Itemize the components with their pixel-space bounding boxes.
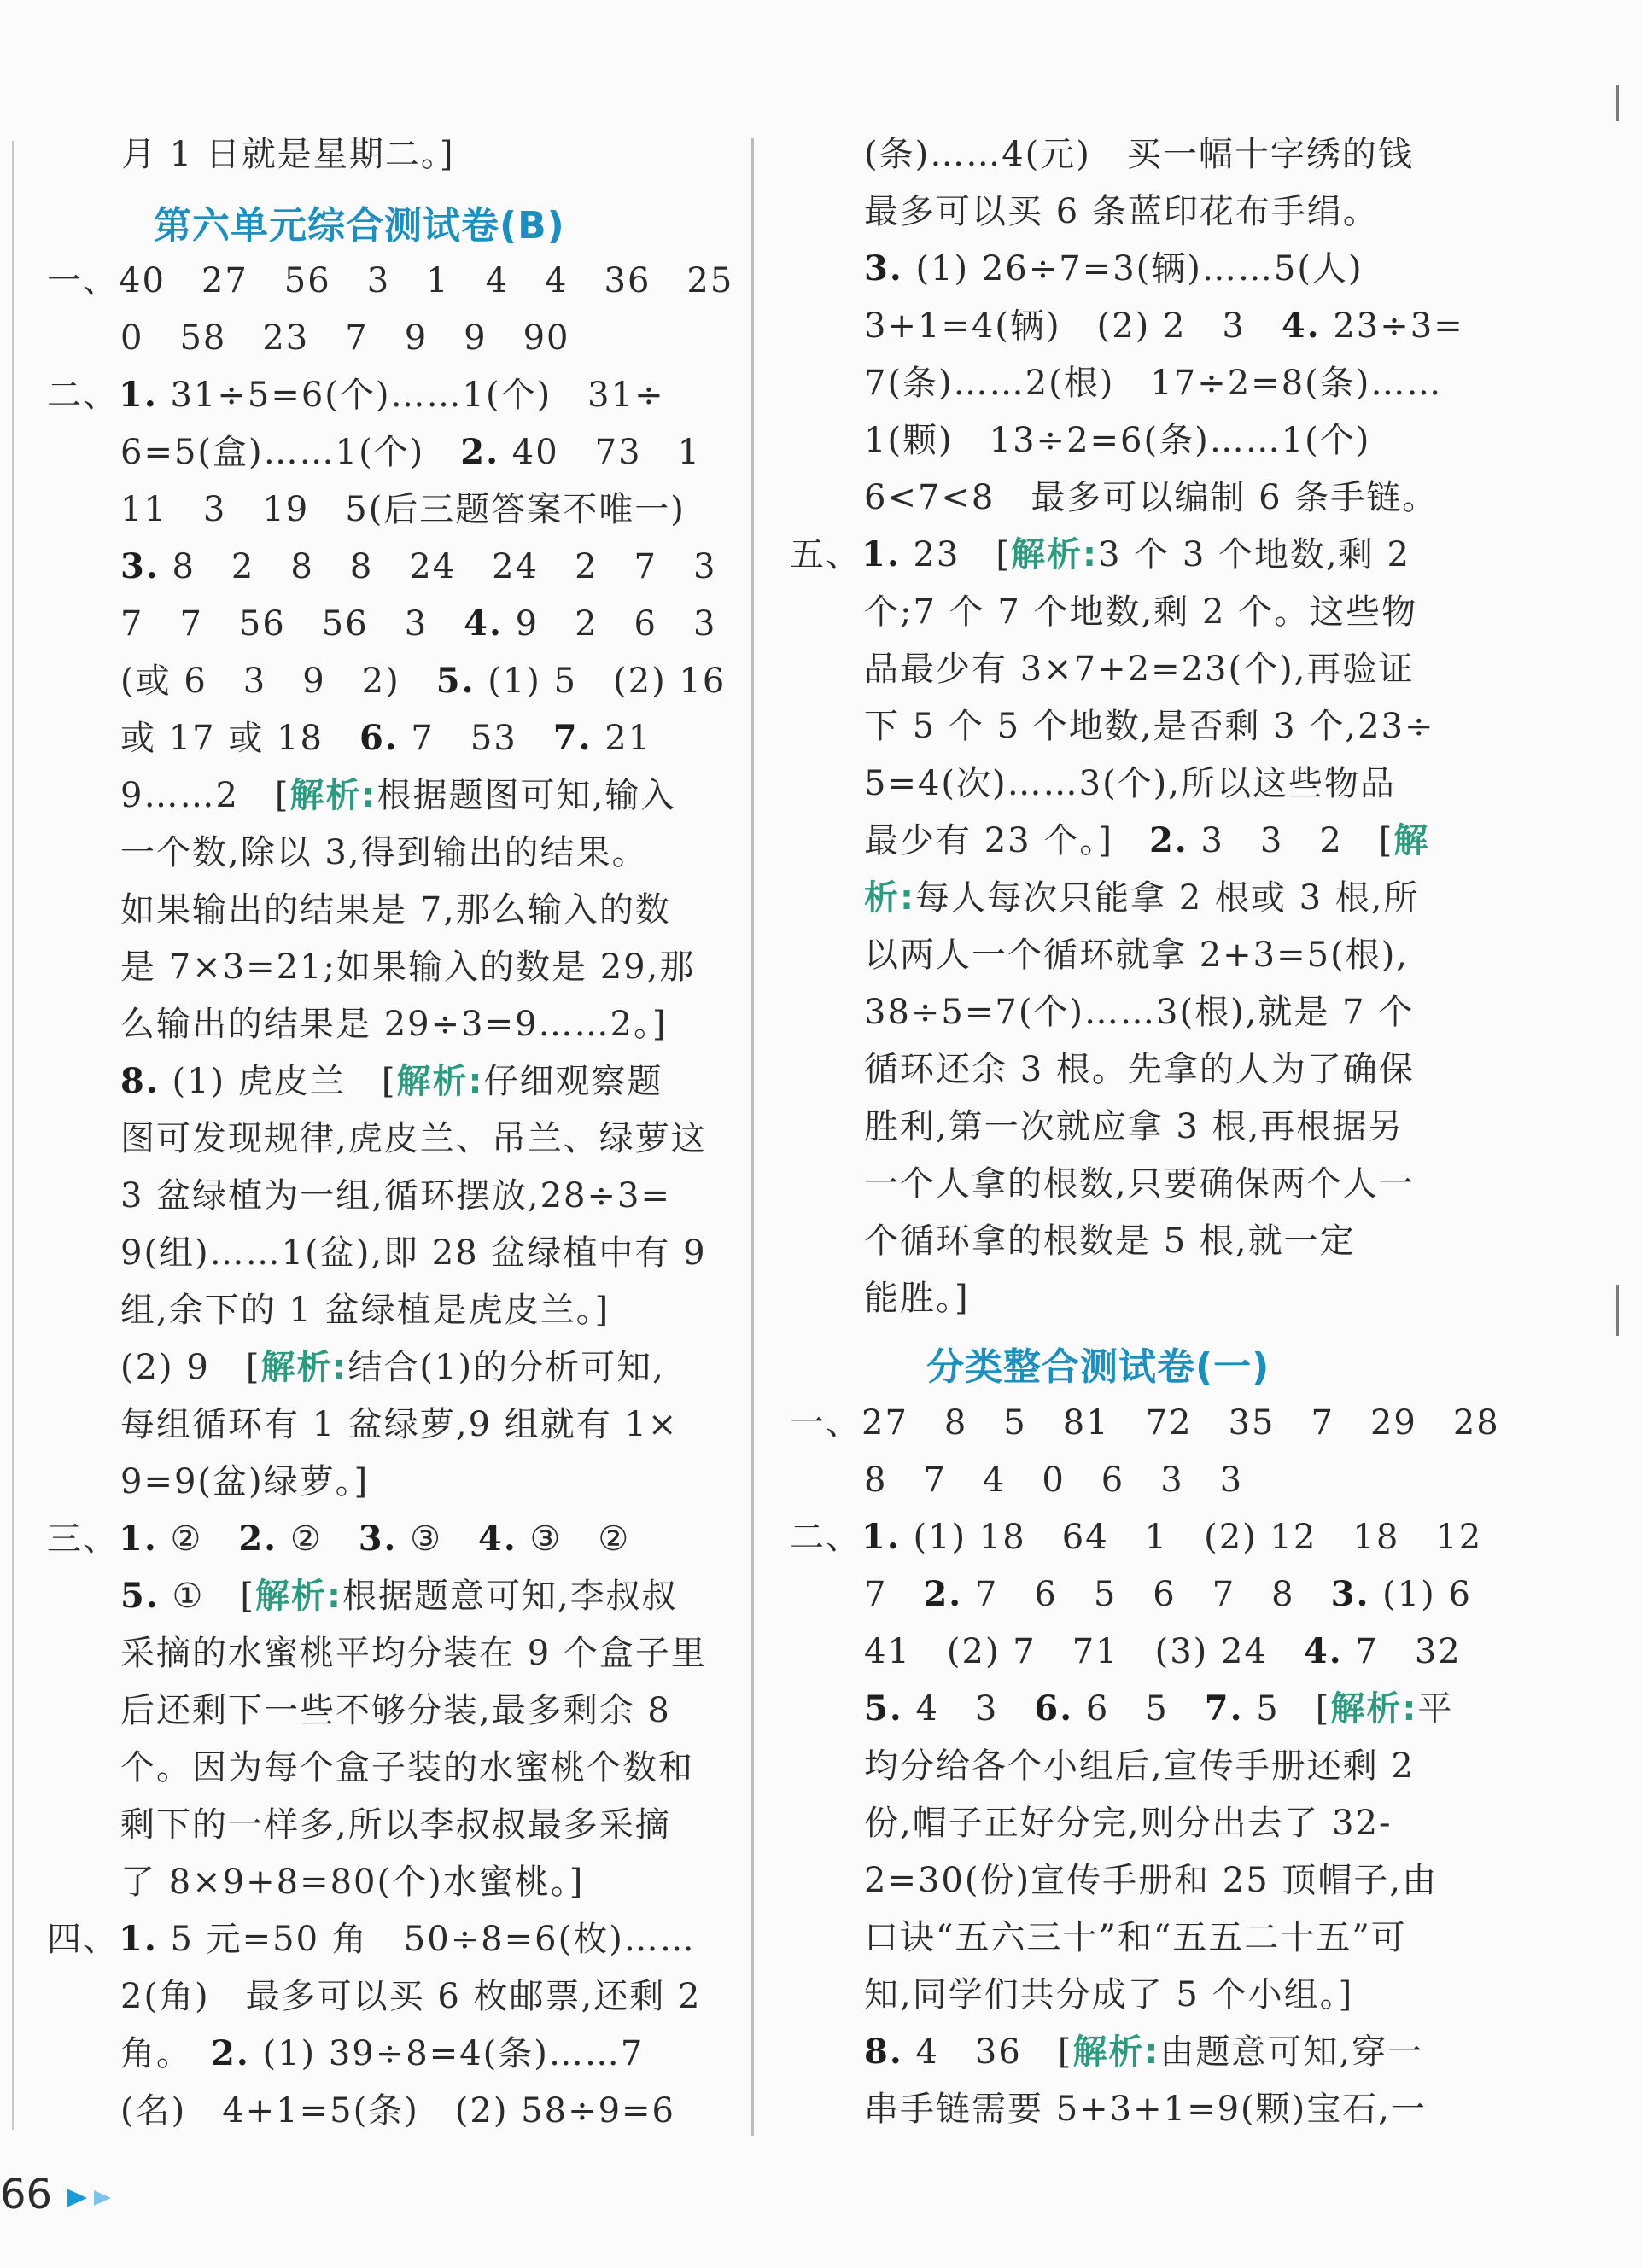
text-line: 7(条)……2(根) 17÷2=8(条)…… (864, 364, 1443, 403)
text-line: 四、1. 5 元=50 角 50÷8=6(枚)…… (47, 1919, 696, 1959)
text-line: 么输出的结果是 29÷3=9……2。] (120, 1005, 668, 1044)
jiexi-label: 解析: (260, 1348, 348, 1387)
text-line: 或 17 或 18 6. 7 53 7. 21 (120, 718, 652, 758)
jiexi-label: 解析: (396, 1062, 484, 1101)
column-divider (751, 138, 754, 2136)
text-line: 串手链需要 5+3+1=9(颗)宝石,一 (864, 2090, 1427, 2129)
text-line: 二、1. 31÷5=6(个)……1(个) 31÷ (47, 375, 665, 415)
text-line: (条)……4(元) 买一幅十字绣的钱 (864, 135, 1414, 174)
jiexi-label: 解析: (1072, 2032, 1160, 2072)
text-line: 一、40 27 56 3 1 4 4 36 25 (47, 261, 734, 300)
text-line: 9……2 [解析:根据题图可知,输入 (120, 776, 677, 815)
text-line: 2=30(份)宣传手册和 25 顶帽子,由 (864, 1861, 1439, 1900)
text-line: 剩下的一样多,所以李叔叔最多采摘 (120, 1805, 671, 1845)
text-line: 个;7 个 7 个地数,剩 2 个。这些物 (864, 592, 1418, 632)
text-line: 8 7 4 0 6 3 3 (864, 1460, 1244, 1500)
text-line: 下 5 个 5 个地数,是否剩 3 个,23÷ (864, 707, 1435, 746)
text-line: 3. (1) 26÷7=3(辆)……5(人) (864, 248, 1364, 289)
edge-mark (1616, 1285, 1619, 1336)
text-line: 份,帽子正好分完,则分出去了 32- (864, 1804, 1393, 1843)
text-line: 口诀“五六三十”和“五五二十五”可 (864, 1918, 1407, 1957)
jiexi-label: 解 (1393, 821, 1430, 860)
text-line: 均分给各个小组后,宣传手册还剩 2 (864, 1746, 1415, 1786)
text-line: 11 3 19 5(后三题答案不唯一) (120, 490, 686, 529)
text-line: 胜利,第一次就应拿 3 根,再根据另 (864, 1107, 1404, 1146)
text-line: 三、1. ② 2. ② 3. ③ 4. ③ ② (47, 1519, 631, 1559)
text-line: (或 6 3 9 2) 5. (1) 5 (2) 16 (120, 661, 727, 701)
text-line: 5. ① [解析:根据题意可知,李叔叔 (120, 1576, 678, 1616)
page-number: 66 (0, 2171, 53, 2218)
double-arrow-icon (65, 2185, 125, 2211)
text-line: 3+1=4(辆) (2) 2 3 4. 23÷3= (864, 306, 1464, 346)
text-line: 品最少有 3×7+2=23(个),再验证 (864, 650, 1415, 689)
jiexi-label: 解析: (254, 1577, 342, 1616)
text-line: 2(角) 最多可以买 6 枚邮票,还剩 2 (120, 1977, 702, 2016)
text-line: 个。因为每个盒子装的水蜜桃个数和 (120, 1748, 694, 1787)
text-line: 41 (2) 7 71 (3) 24 4. 7 32 (864, 1631, 1462, 1671)
text-line: 能胜。] (864, 1279, 970, 1318)
jiexi-label: 解析: (1010, 535, 1098, 574)
edge-mark (1616, 85, 1619, 121)
text-line: 月 1 日就是星期二。] (121, 135, 455, 174)
text-line: 38÷5=7(个)……3(根),就是 7 个 (864, 993, 1415, 1032)
text-line: 个循环拿的根数是 5 根,就一定 (864, 1221, 1356, 1261)
text-line: 循环还余 3 根。先拿的人为了确保 (864, 1050, 1415, 1089)
jiexi-label: 析: (864, 878, 915, 918)
text-line: 最少有 23 个。] 2. 3 3 2 [解 (864, 820, 1430, 860)
text-line: 一个数,除以 3,得到输出的结果。 (120, 833, 648, 872)
text-line: 了 8×9+8=80(个)水蜜桃。] (120, 1863, 585, 1902)
text-line: 知,同学们共分成了 5 个小组。] (864, 1975, 1354, 2014)
text-line: 图可发现规律,虎皮兰、吊兰、绿萝这 (120, 1119, 707, 1158)
text-line: 9(组)……1(盆),即 28 盆绿植中有 9 (120, 1233, 707, 1273)
text-line: 是 7×3=21;如果输入的数是 29,那 (120, 947, 696, 987)
text-line: 3. 8 2 8 8 24 24 2 7 3 (120, 546, 717, 586)
text-line: 以两人一个循环就拿 2+3=5(根), (864, 936, 1410, 975)
text-line: 如果输出的结果是 7,那么输入的数 (120, 890, 671, 930)
text-line: (名) 4+1=5(条) (2) 58÷9=6 (120, 2091, 676, 2131)
text-line: 角。 2. (1) 39÷8=4(条)……7 (120, 2033, 645, 2073)
text-line: 最多可以买 6 条蓝印花布手绢。 (864, 192, 1379, 231)
text-line: 采摘的水蜜桃平均分装在 9 个盒子里 (120, 1634, 707, 1673)
text-line: 5. 4 3 6. 6 5 7. 5 [解析:平 (864, 1688, 1454, 1729)
text-line: 8. (1) 虎皮兰 [解析:仔细观察题 (120, 1061, 663, 1101)
text-line: 一个人拿的根数,只要确保两个人一 (864, 1164, 1415, 1204)
text-line: 析:每人每次只能拿 2 根或 3 根,所 (864, 878, 1420, 918)
text-line: 每组循环有 1 盆绿萝,9 组就有 1× (120, 1405, 679, 1444)
jiexi-label: 解析: (289, 776, 377, 815)
text-line: 组,余下的 1 盆绿植是虎皮兰。] (120, 1291, 610, 1330)
section-title: 分类整合测试卷(一) (926, 1345, 1270, 1389)
text-line: 6<7<8 最多可以编制 6 条手链。 (864, 478, 1439, 517)
jiexi-label: 解析: (1330, 1689, 1418, 1729)
text-line: 7 7 56 56 3 4. 9 2 6 3 (120, 603, 717, 644)
text-line: (2) 9 [解析:结合(1)的分析可知, (120, 1348, 665, 1387)
text-line: 一、27 8 5 81 72 35 7 29 28 (790, 1403, 1500, 1443)
text-line: 9=9(盆)绿萝。] (120, 1462, 370, 1501)
margin-line (12, 141, 14, 2130)
text-line: 8. 4 36 [解析:由题意可知,穿一 (864, 2032, 1424, 2072)
text-line: 7 2. 7 6 5 6 7 8 3. (1) 6 (864, 1574, 1472, 1614)
text-line: 3 盆绿植为一组,循环摆放,28÷3= (120, 1176, 671, 1216)
text-line: 二、1. (1) 18 64 1 (2) 12 18 12 (790, 1517, 1483, 1557)
text-line: 后还剩下一些不够分装,最多剩余 8 (120, 1691, 671, 1730)
section-title: 第六单元综合测试卷(B) (154, 204, 565, 248)
text-line: 6=5(盒)……1(个) 2. 40 73 1 (120, 432, 702, 472)
text-line: 0 58 23 7 9 9 90 (120, 318, 570, 358)
text-line: 5=4(次)……3(个),所以这些物品 (864, 764, 1396, 803)
text-line: 五、1. 23 [解析:3 个 3 个地数,剩 2 (790, 534, 1410, 574)
text-line: 1(颗) 13÷2=6(条)……1(个) (864, 421, 1371, 460)
